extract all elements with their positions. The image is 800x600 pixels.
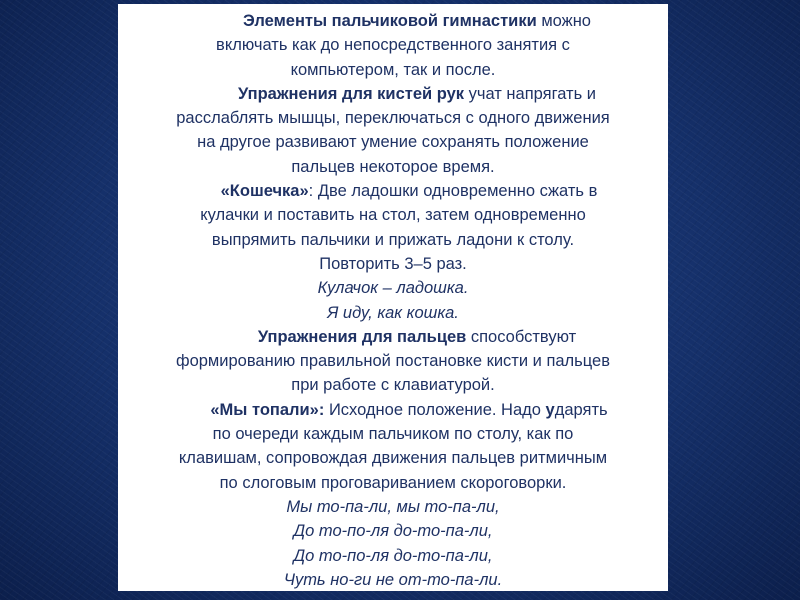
heading-my-topali: «Мы топали»: xyxy=(210,400,325,419)
paragraph-4-line-1: Упражнения для пальцев способствуют xyxy=(257,327,577,346)
paragraph-1-line-1: Элементы пальчиковой гимнастики можно xyxy=(243,12,591,30)
paragraph-2-line-2: расслаблять мышцы, переключаться с одного движения xyxy=(176,109,610,128)
paragraph-3-line-2: кулачки и поставить на стол, затем одновременно xyxy=(200,206,586,225)
paragraph-5-line-3: клавишам, сопровождая движения пальцев ритмичным xyxy=(178,449,608,468)
heading-hand-exercises: Упражнения для кистей рук xyxy=(237,84,465,103)
paragraph-5-line-2: по очереди каждым пальчиком по столу, как по xyxy=(212,425,574,444)
heading-koshechka: «Кошечка» xyxy=(220,182,309,201)
paragraph-4-line-2: формированию правильной постановке кисти и пальцев xyxy=(176,352,610,371)
paragraph-3-line-3: выпрямить пальчики и прижать ладони к столу. xyxy=(211,230,575,249)
rhyme-2-line-2: До то-по-ля до-то-па-ли, xyxy=(293,522,493,541)
paragraph-5-line-1: «Мы топали»: Исходное положение. Надо ударять xyxy=(210,400,608,419)
paragraph-5-line-4: по слоговым проговариванием скороговорки. xyxy=(219,473,567,492)
paragraph-3-line-4: Повторить 3–5 раз. xyxy=(319,254,467,273)
paragraph-1-line-2: включать как до непосредственного занятия с xyxy=(216,36,570,55)
paragraph-2-line-1: Упражнения для кистей рук учат напрягать и xyxy=(237,84,596,103)
rhyme-2-line-3: До то-по-ля до-то-па-ли, xyxy=(293,546,493,565)
heading-finger-exercises: Упражнения для пальцев xyxy=(257,327,467,346)
paragraph-2-line-4: пальцев некоторое время. xyxy=(291,157,495,176)
text-panel xyxy=(118,4,668,591)
paragraph-4-line-3: при работе с клавиатурой. xyxy=(291,376,495,395)
paragraph-1-line-3: компьютером, так и после. xyxy=(290,60,496,79)
rhyme-2-line-1: Мы то-па-ли, мы то-па-ли, xyxy=(286,497,500,516)
rhyme-1-line-1: Кулачок – ладошка. xyxy=(317,279,469,298)
rhyme-1-line-2: Я иду, как кошка. xyxy=(327,303,459,322)
heading-gymnastics: Элементы пальчиковой гимнастики xyxy=(243,12,537,30)
paragraph-3-line-1: «Кошечка»: Две ладошки одновременно сжать в xyxy=(220,182,598,201)
rhyme-2-line-4: Чуть но-ги не от-то-па-ли. xyxy=(283,570,503,589)
paragraph-2-line-3: на другое развивают умение сохранять положение xyxy=(197,133,589,152)
